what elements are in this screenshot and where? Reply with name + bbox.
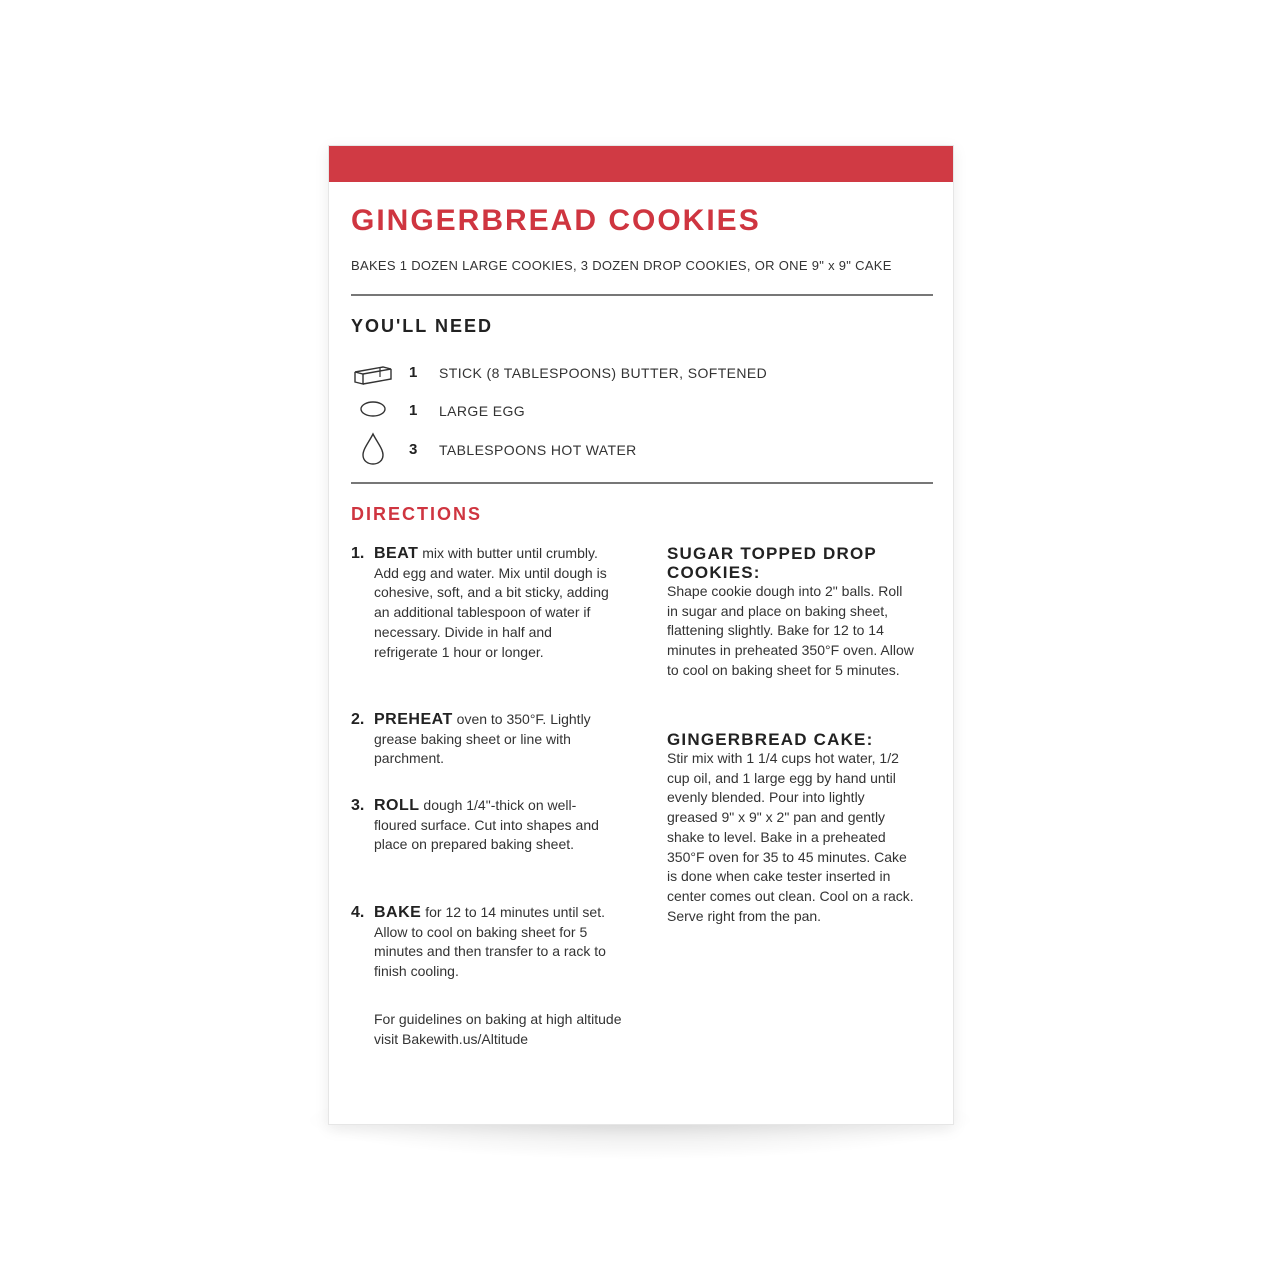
step-number: 4. (351, 904, 365, 921)
ingredient-qty: 1 (409, 402, 418, 419)
recipe-card (328, 145, 954, 1125)
ingredient-text: TABLESPOONS HOT WATER (439, 442, 637, 458)
variation-text: Shape cookie dough into 2" balls. Roll in sugar and place on baking sheet, flattening slightly. Bake for 12 to 14 minutes in preheated 350°F oven. Allow to cool on baking sheet for 5 minutes. (667, 583, 914, 678)
direction-step (351, 710, 613, 769)
variation-text: Stir mix with 1 1/4 cups hot water, 1/2 cup oil, and 1 large egg by hand until evenly blended. Pour into lightly greased 9" x 9" x 2" pan and gently shake to level. Bake in a preheated 350°F oven for 35 to 45 minutes. Cake is done when cake tester inserted in center comes out clean. Cool on a rack. Serve right from the pan. (667, 750, 914, 924)
direction-step (351, 903, 613, 982)
ingredient-row (351, 358, 911, 388)
red-top-band (329, 146, 953, 182)
variation-sugar-cookies (667, 544, 917, 681)
egg-icon (351, 396, 395, 426)
step-text: mix with butter until crumbly. Add egg and water. Mix until dough is cohesive, soft, and a bit sticky, adding an additional tablespoon of water if necessary. Divide in half and refrigerate 1 hour or longer. (374, 545, 609, 660)
step-keyword: ROLL (374, 797, 420, 814)
divider (351, 294, 933, 296)
ingredient-qty: 3 (409, 441, 418, 458)
recipe-title: GINGERBREAD COOKIES (351, 204, 761, 237)
butter-icon (351, 358, 395, 388)
ingredient-text: LARGE EGG (439, 403, 526, 419)
step-keyword: BEAT (374, 545, 419, 562)
water-drop-icon (351, 432, 395, 462)
step-text: dough 1/4"-thick on well-floured surface. Cut into shapes and place on prepared baking sheet. (374, 797, 599, 853)
ingredient-qty: 1 (409, 364, 418, 381)
ingredient-text: STICK (8 TABLESPOONS) BUTTER, SOFTENED (439, 365, 768, 381)
altitude-note: For guidelines on baking at high altitude visit Bakewith.us/Altitude (374, 1011, 622, 1047)
ingredient-row (351, 432, 911, 462)
variation-gingerbread-cake (667, 730, 917, 926)
variation-heading: GINGERBREAD CAKE: (667, 730, 874, 749)
step-text: for 12 to 14 minutes until set. Allow to cool on baking sheet for 5 minutes and then transfer to a rack to finish cooling. (374, 904, 606, 980)
yield-subtitle: BAKES 1 DOZEN LARGE COOKIES, 3 DOZEN DROP COOKIES, OR ONE 9" x 9" CAKE (351, 258, 892, 273)
direction-step (351, 796, 613, 855)
step-number: 3. (351, 797, 365, 814)
direction-step (351, 544, 613, 662)
ingredient-row (351, 396, 911, 426)
directions-heading: DIRECTIONS (351, 504, 483, 524)
step-number: 1. (351, 545, 365, 562)
divider (351, 482, 933, 484)
youll-need-heading: YOU'LL NEED (351, 316, 493, 336)
step-keyword: PREHEAT (374, 711, 453, 728)
step-keyword: BAKE (374, 904, 422, 921)
variation-heading: SUGAR TOPPED DROP COOKIES: (667, 544, 877, 582)
step-number: 2. (351, 711, 365, 728)
step-text: oven to 350°F. Lightly grease baking sheet or line with parchment. (374, 711, 591, 767)
